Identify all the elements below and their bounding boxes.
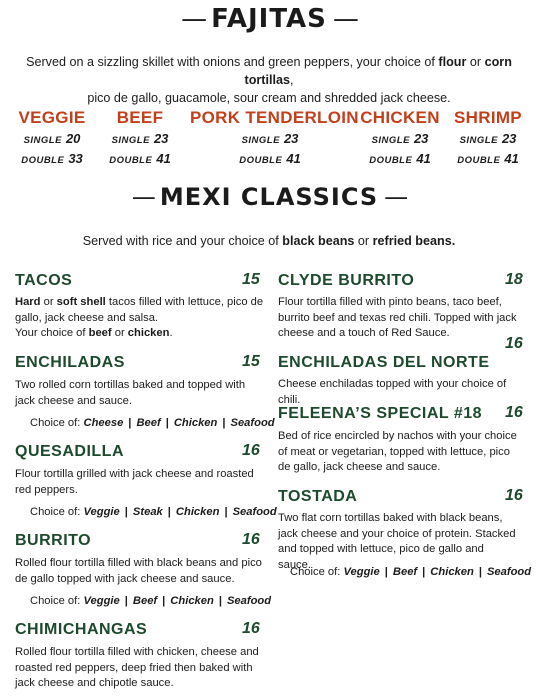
double-label: DOUBLE — [369, 155, 413, 166]
fajita-name: CHICKEN — [360, 108, 440, 127]
or-text: or — [466, 55, 485, 69]
double-price-row — [450, 150, 526, 170]
item-name: CHIMICHANGAS — [15, 621, 148, 638]
double-price-row — [360, 150, 440, 170]
fajita-name: PORK TENDERLOIN — [190, 108, 359, 127]
choice-option: Beef — [136, 417, 161, 429]
classics-intro-text: Served with rice and your choice of — [82, 234, 283, 248]
single-label: SINGLE — [241, 135, 280, 146]
single-price: 23 — [501, 131, 517, 146]
menu-item-quesadilla — [15, 441, 124, 461]
separator: | — [422, 566, 426, 578]
burrito-choices — [30, 594, 271, 609]
double-price-row — [104, 150, 176, 170]
chimichangas-description: Rolled flour tortilla filled with chicken, cheese and roasted red peppers, deep fried then baked with jack cheese and chipotle sauce. — [15, 646, 259, 689]
menu-item-clyde-burrito — [278, 270, 414, 290]
fajitas-title-text: FAJITAS — [211, 4, 327, 34]
single-price-row — [104, 130, 176, 150]
choice-prefix: Choice of: — [290, 566, 341, 578]
separator: | — [124, 506, 128, 518]
item-name: QUESADILLA — [15, 443, 124, 460]
fajita-name: SHRIMP — [454, 108, 522, 127]
tacos-description — [15, 295, 267, 342]
item-price: 16 — [242, 620, 260, 637]
clyde-description: Flour tortilla filled with pinto beans, taco beef, burrito beef and texas red chili. Topped with jack cheese and a touch of Red Sauce. — [278, 296, 517, 339]
fajita-option-beef — [104, 108, 176, 170]
item-name: ENCHILADAS — [15, 354, 125, 371]
single-label: SINGLE — [371, 135, 410, 146]
separator: | — [165, 417, 169, 429]
menu-item-enchiladas — [15, 352, 125, 372]
choice-option: Cheese — [83, 417, 124, 429]
corn-option: corn tortillas — [244, 55, 512, 87]
tostada-choices — [290, 565, 531, 580]
double-price: 41 — [504, 151, 519, 166]
item-name: FELEENA’S SPECIAL #18 — [278, 405, 483, 422]
double-price: 41 — [416, 151, 431, 166]
separator: | — [384, 566, 388, 578]
single-label: SINGLE — [23, 135, 62, 146]
beef-option: beef — [88, 327, 112, 339]
title-rule-left: — — [131, 183, 154, 211]
choice-option: Seafood — [486, 566, 532, 578]
or-text: or — [40, 296, 57, 308]
burrito-description: Rolled flour tortilla filled with black beans and pico de gallo topped with jack cheese and sauce. — [15, 557, 262, 585]
double-label: DOUBLE — [109, 155, 153, 166]
single-price: 20 — [65, 131, 81, 146]
choice-option: Chicken — [170, 595, 214, 607]
item-price: 16 — [242, 442, 260, 459]
item-price: 16 — [505, 335, 523, 352]
classics-title-text: MEXI CLASSICS — [159, 183, 379, 211]
flour-option: flour — [438, 55, 467, 69]
item-name: ENCHILADAS DEL NORTE — [278, 354, 490, 371]
classics-intro — [10, 232, 528, 250]
separator: | — [222, 417, 226, 429]
choice-option: Chicken — [430, 566, 474, 578]
fajitas-title — [0, 4, 538, 34]
period: . — [169, 327, 173, 339]
single-price-row — [360, 130, 440, 150]
item-name: BURRITO — [15, 532, 92, 549]
menu-item-tacos — [15, 270, 72, 290]
fajitas-intro-line2: pico de gallo, guacamole, sour cream and shredded jack cheese. — [87, 91, 451, 105]
classics-title — [0, 183, 538, 211]
double-price-row — [16, 150, 88, 170]
choice-option: Chicken — [175, 506, 220, 518]
item-name: TOSTADA — [278, 488, 358, 505]
choice-option: Seafood — [232, 506, 277, 518]
separator: | — [218, 595, 222, 607]
single-price: 23 — [413, 131, 429, 146]
quesadilla-choices — [30, 505, 277, 520]
or-text: or — [354, 234, 373, 248]
choice-prefix: Choice of: — [30, 595, 81, 607]
menu-item-feleenas-special — [278, 403, 482, 423]
black-beans-option: black beans — [282, 234, 355, 248]
separator: | — [128, 417, 132, 429]
menu-item-burrito — [15, 530, 91, 550]
tacos-desc-text: tacos filled with lettuce, pico de gallo, jack cheese and salsa. — [15, 296, 264, 324]
double-price: 41 — [156, 151, 171, 166]
double-label: DOUBLE — [239, 155, 283, 166]
choice-option: Chicken — [173, 417, 218, 429]
choice-option: Beef — [132, 595, 158, 607]
single-price: 23 — [283, 131, 299, 146]
soft-shell-option: soft shell — [56, 296, 106, 308]
menu-item-enchiladas-del-norte — [278, 352, 490, 372]
double-label: DOUBLE — [457, 155, 501, 166]
item-price: 15 — [242, 353, 260, 370]
hard-option: Hard — [15, 296, 41, 308]
separator: | — [162, 595, 166, 607]
separator: | — [167, 506, 171, 518]
choice-option: Steak — [132, 506, 163, 518]
double-label: DOUBLE — [21, 155, 65, 166]
quesadilla-description: Flour tortilla grilled with jack cheese and roasted red peppers. — [15, 468, 254, 496]
item-price: 16 — [242, 531, 260, 548]
fajita-name: VEGGIE — [18, 108, 86, 127]
single-price: 23 — [153, 131, 169, 146]
fajita-name: BEEF — [116, 108, 164, 127]
or-text: or — [111, 327, 128, 339]
choice-option: Veggie — [83, 595, 120, 607]
fajita-option-shrimp — [450, 108, 526, 170]
choice-option: Seafood — [226, 595, 272, 607]
item-price: 16 — [505, 487, 523, 504]
fajita-option-pork — [190, 108, 359, 170]
refried-beans-option: refried beans. — [372, 234, 456, 248]
feleena-description: Bed of rice encircled by nachos with your choice of meat or vegetarian, topped with lettuce, pico de gallo, jack cheese and sauce. — [278, 430, 517, 473]
title-rule-left: — — [181, 4, 206, 34]
item-price: 16 — [505, 404, 523, 421]
choice-option: Veggie — [343, 566, 380, 578]
enchiladas-choices — [30, 416, 275, 431]
choice-prefix: Choice of: — [30, 417, 81, 429]
title-rule-right: — — [332, 4, 357, 34]
choice-option: Seafood — [230, 417, 275, 429]
fajitas-intro — [10, 53, 528, 107]
item-price: 15 — [242, 271, 260, 288]
separator: | — [478, 566, 482, 578]
norte-description: Cheese enchiladas topped with your choice of chili. — [278, 378, 507, 406]
tacos-choice-text: Your choice of — [15, 327, 89, 339]
separator: | — [224, 506, 228, 518]
single-label: SINGLE — [111, 135, 150, 146]
comma: , — [290, 73, 294, 87]
menu-item-tostada — [278, 486, 357, 506]
title-rule-right: — — [384, 183, 407, 211]
single-price-row — [190, 130, 350, 150]
separator: | — [124, 595, 128, 607]
item-name: TACOS — [15, 272, 73, 289]
item-name: CLYDE BURRITO — [278, 272, 415, 289]
choice-option: Beef — [392, 566, 418, 578]
double-price-row — [190, 150, 350, 170]
fajitas-intro-text: Served on a sizzling skillet with onions and green peppers, your choice of — [26, 55, 439, 69]
single-price-row — [16, 130, 88, 150]
chicken-option: chicken — [127, 327, 170, 339]
enchiladas-description: Two rolled corn tortillas baked and topped with jack cheese and sauce. — [15, 379, 246, 407]
fajita-option-chicken — [360, 108, 440, 170]
single-label: SINGLE — [459, 135, 498, 146]
tostada-description: Two flat corn tortillas baked with black beans, jack cheese and your choice of protein. Stacked and topped with lettuce, pico de gallo and sauce. — [278, 512, 516, 571]
choice-prefix: Choice of: — [30, 506, 81, 518]
double-price: 33 — [68, 151, 83, 166]
choice-option: Veggie — [83, 506, 120, 518]
item-price: 18 — [505, 271, 523, 288]
single-price-row — [450, 130, 526, 150]
double-price: 41 — [286, 151, 301, 166]
fajita-option-veggie — [16, 108, 88, 170]
menu-item-chimichangas — [15, 619, 147, 639]
